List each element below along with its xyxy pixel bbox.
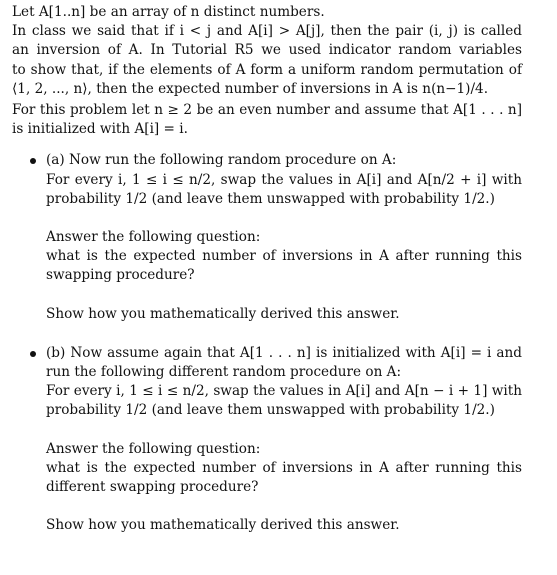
bullet-icon	[30, 351, 36, 357]
problem-document	[12, 3, 522, 535]
part-a-question-2: what is the expected number of inversions in A after running this	[46, 248, 522, 265]
part-b-question-1: Answer the following question:	[46, 440, 261, 457]
part-b-show-work: Show how you mathematically derived this answer.	[46, 517, 400, 534]
part-a-item	[12, 151, 522, 323]
intro-line-2: In class we said that if i < j and A[i] > A[j], then the pair (i, j) is called	[12, 23, 522, 40]
part-a-line-1: (a) Now run the following random procedure on A:	[46, 152, 397, 169]
part-b-question-2: what is the expected number of inversions in A after running this	[46, 459, 522, 476]
part-a-show-work: Show how you mathematically derived this answer.	[46, 305, 400, 322]
part-b-line-2: run the following different random procedure on A:	[46, 364, 402, 381]
part-b-line-3: For every i, 1 ≤ i ≤ n/2, swap the values in A[i] and A[n − i + 1] with	[46, 383, 522, 400]
part-a-question-1: Answer the following question:	[46, 229, 261, 246]
part-a-line-2: For every i, 1 ≤ i ≤ n/2, swap the values in A[i] and A[n/2 + i] with	[46, 171, 522, 188]
part-b-question-3: different swapping procedure?	[46, 479, 259, 496]
intro-line-4: to show that, if the elements of A form a uniform random permutation of	[12, 61, 522, 78]
part-b-item	[12, 344, 522, 536]
part-b-line-1: (b) Now assume again that A[1 . . . n] is initialized with A[i] = i and	[46, 344, 522, 361]
intro-line-5: ⟨1, 2, ..., n⟩, then the expected number of inversions in A is n(n−1)/4.	[12, 80, 489, 97]
intro-line-7: is initialized with A[i] = i.	[12, 121, 188, 138]
intro-line-3: an inversion of A. In Tutorial R5 we used indicator random variables	[12, 42, 522, 59]
bullet-icon	[30, 158, 36, 164]
intro-line-6: For this problem let n ≥ 2 be an even number and assume that A[1 . . . n]	[12, 102, 522, 119]
intro-paragraph	[12, 3, 522, 139]
part-b-line-4: probability 1/2 (and leave them unswapped with probability 1/2.)	[46, 402, 495, 419]
part-a-question-3: swapping procedure?	[46, 267, 195, 284]
intro-line-1: Let A[1..n] be an array of n distinct numbers.	[12, 4, 325, 20]
part-a-line-3: probability 1/2 (and leave them unswapped with probability 1/2.)	[46, 190, 495, 207]
